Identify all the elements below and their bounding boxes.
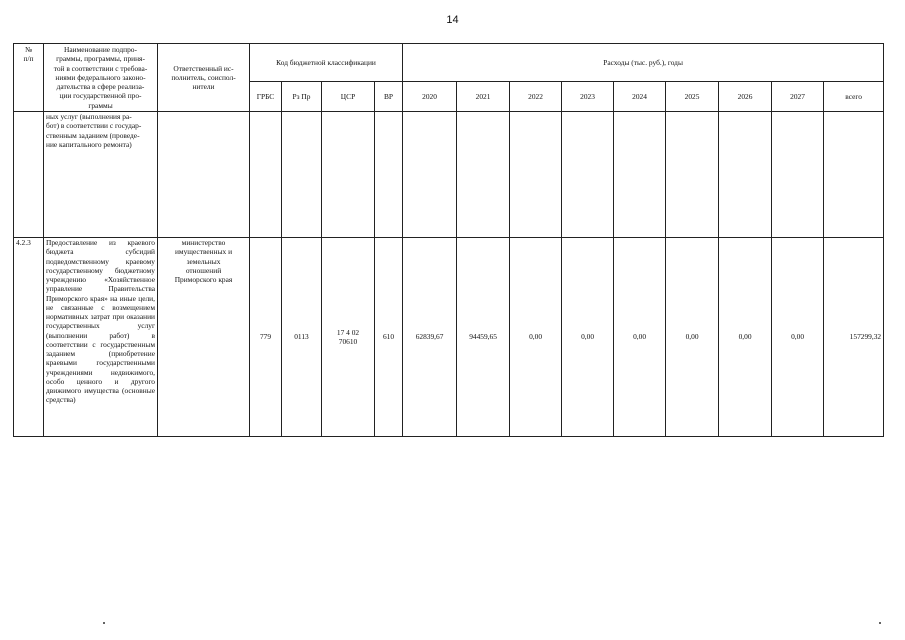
header-year-2023: 2023 [562, 82, 614, 112]
row-value-2023: 0,00 [562, 238, 614, 437]
row-value-2020 [403, 112, 457, 238]
row-rzpr: 0113 [282, 238, 322, 437]
row-csr [322, 112, 375, 238]
header-year-2020: 2020 [403, 82, 457, 112]
header-year-2026: 2026 [719, 82, 772, 112]
row-total [824, 112, 884, 238]
table-row [14, 238, 884, 437]
row-responsible [158, 112, 250, 238]
header-csr: ЦСР [322, 82, 375, 112]
row-value-2025: 0,00 [666, 238, 719, 437]
row-value-2022 [510, 112, 562, 238]
row-value-2021 [457, 112, 510, 238]
row-name: Предоставление из краевого бюджета субсидий подведомственному краевому государственному бюджетному учреждению «Хозяйственное управление Правительства Приморского края» на иные цели, не связанные с возмещением нормативных затрат при оказании государственных услуг (выполнении работ) в соответствии с государственным заданием (приобретение краевыми государственными учреждениями недвижимого, особо ценного и другого движимого имущества (основные средства) [44, 238, 158, 437]
row-number: 4.2.3 [14, 238, 44, 437]
header-year-2025: 2025 [666, 82, 719, 112]
row-value-2026 [719, 112, 772, 238]
header-grbs: ГРБС [250, 82, 282, 112]
row-value-2025 [666, 112, 719, 238]
row-number [14, 112, 44, 238]
row-vr [375, 112, 403, 238]
header-year-2027: 2027 [772, 82, 824, 112]
row-value-2026: 0,00 [719, 238, 772, 437]
row-responsible: министерство имущественных и земельных отношений Приморского края [158, 238, 250, 437]
page-number: 14 [446, 14, 459, 26]
row-value-2023 [562, 112, 614, 238]
row-name: ных услуг (выполнения ра- бот) в соответствии с государ- ственным заданием (проведе- ние капитального ремонта) [44, 112, 158, 238]
scan-speck [103, 622, 105, 624]
row-value-2024 [614, 112, 666, 238]
row-value-2020: 62839,67 [403, 238, 457, 437]
header-year-2022: 2022 [510, 82, 562, 112]
header-budget-code: Код бюджетной классификации [250, 44, 403, 82]
header-name: Наименование подпро- граммы, программы, приня- той в соответствии с требова- ниями федерального законо- дательства в сфере реализа- ции государственной про- граммы [44, 44, 158, 112]
row-total: 157299,32 [824, 238, 884, 437]
header-row-1 [14, 44, 884, 82]
row-grbs [250, 112, 282, 238]
row-rzpr [282, 112, 322, 238]
header-responsible: Ответственный ис- полнитель, соиспол- нители [158, 44, 250, 112]
row-value-2027: 0,00 [772, 238, 824, 437]
row-vr: 610 [375, 238, 403, 437]
scan-speck [879, 622, 881, 624]
row-value-2027 [772, 112, 824, 238]
header-rzpr: Рз Пр [282, 82, 322, 112]
row-grbs: 779 [250, 238, 282, 437]
row-csr: 17 4 02 70610 [322, 238, 375, 437]
header-vr: ВР [375, 82, 403, 112]
header-expenses: Расходы (тыс. руб.), годы [403, 44, 884, 82]
row-value-2024: 0,00 [614, 238, 666, 437]
row-value-2022: 0,00 [510, 238, 562, 437]
header-year-2024: 2024 [614, 82, 666, 112]
header-number: № п/п [14, 44, 44, 112]
budget-table [13, 43, 884, 437]
table-row [14, 112, 884, 238]
header-year-2021: 2021 [457, 82, 510, 112]
header-total: всего [824, 82, 884, 112]
row-value-2021: 94459,65 [457, 238, 510, 437]
